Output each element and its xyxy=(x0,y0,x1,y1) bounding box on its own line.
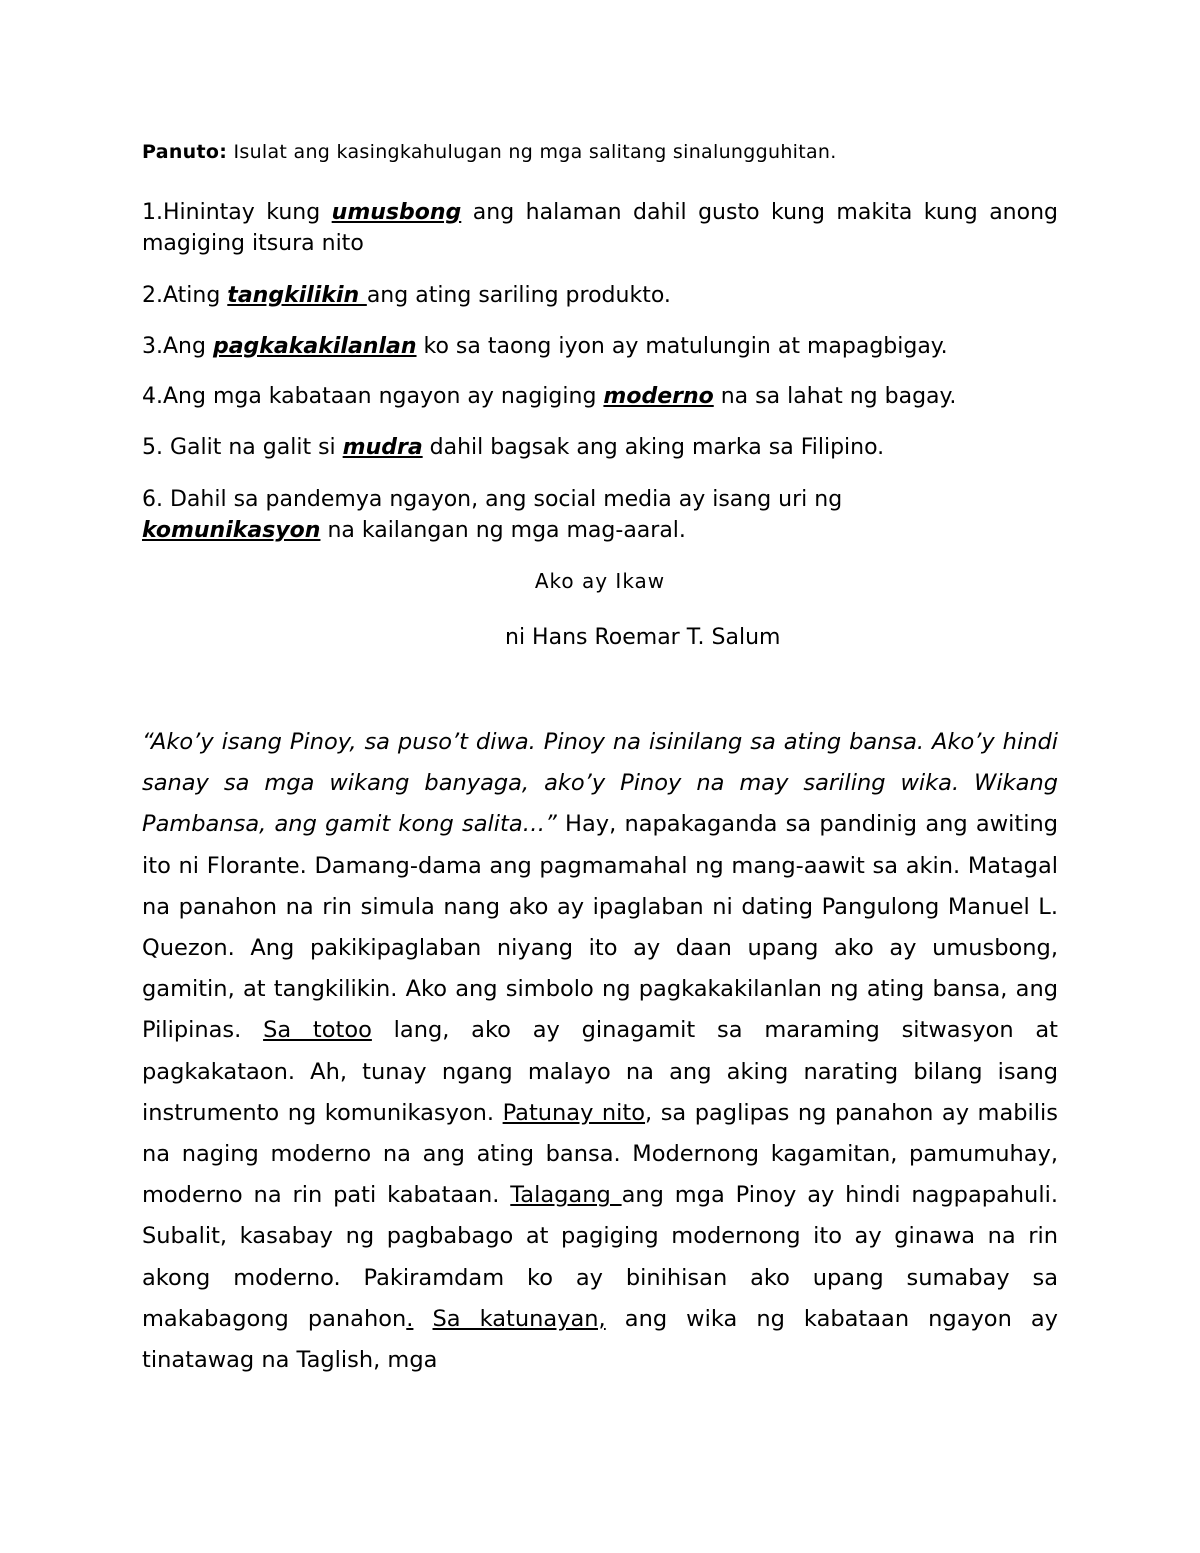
question-2 xyxy=(142,280,1058,311)
instructions-label: Panuto: xyxy=(142,141,228,163)
underlined-phrase: Sa katunayan, xyxy=(432,1305,606,1332)
underlined-phrase: . xyxy=(406,1305,414,1332)
question-text: 5. Galit na galit si xyxy=(142,435,343,460)
question-text: ang halaman dahil gusto kung makita kung anong magiging itsura nito xyxy=(142,200,1058,256)
underlined-phrase: Patunay nito xyxy=(502,1099,646,1126)
question-text: 2.Ating xyxy=(142,283,228,308)
underlined-word: pagkakakilanlan xyxy=(212,334,417,359)
question-6 xyxy=(142,484,1058,546)
essay-text: Hay, napakaganda sa pandinig ang awiting ito ni Florante. Damang-dama ang pagmamahal ng mang-aawit sa akin. Matagal na panahon na rin simula nang ako ay ipaglaban ni dating Pangulong Manuel L. Quezon. Ang pakikipaglaban niyang ito ay daan upang ako ay umusbong, gamitin, at tangkilikin. Ako ang simbolo ng pagkakakilanlan ng ating bansa, ang Pilipinas. xyxy=(142,811,1058,1044)
essay-title: Ako ay Ikaw xyxy=(534,569,666,593)
essay-text: ang mga Pinoy ay hindi nagpapahuli. Subalit, kasabay ng pagbabago at pagiging modernong ito ay ginawa na rin akong moderno. Pakiramdam ko ay binihisan ako upang sumabay sa makabagong panahon xyxy=(142,1182,1058,1332)
essay-text: , sa paglipas ng panahon ay mabilis na naging moderno na ang ating bansa. Modernong kagamitan, pamumuhay, moderno na rin pati kabataan. xyxy=(142,1099,1058,1209)
underlined-word: umusbong xyxy=(331,200,462,225)
essay-author: ni Hans Roemar T. Salum xyxy=(505,625,781,650)
question-5 xyxy=(142,432,1058,463)
question-text: na sa lahat ng bagay. xyxy=(713,384,957,409)
question-1 xyxy=(142,197,1058,259)
essay-text: ang wika ng kabataan ngayon ay tinatawag na Taglish, mga xyxy=(142,1305,1058,1374)
question-text: dahil bagsak ang aking marka sa Filipino. xyxy=(422,435,885,460)
underlined-word: mudra xyxy=(342,435,423,460)
underlined-word: tangkilikin xyxy=(227,283,367,308)
underlined-phrase: Talagang xyxy=(510,1182,622,1209)
question-text: ko sa taong iyon ay matulungin at mapagbigay. xyxy=(416,334,948,359)
song-quote: “Ako’y isang Pinoy, sa puso’t diwa. Pinoy na isinilang sa ating bansa. Ako’y hindi sanay sa mga wikang banyaga, ako’y Pinoy na may sariling wika. Wikang Pambansa, ang gamit kong salita…” xyxy=(142,729,1058,838)
question-text: 1.Hinintay kung xyxy=(142,200,332,225)
question-4 xyxy=(142,381,1058,412)
question-text: 4.Ang mga kabataan ngayon ay nagiging xyxy=(142,384,604,409)
underlined-word: komunikasyon xyxy=(142,518,321,543)
question-text: ang ating sariling produkto. xyxy=(366,283,671,308)
question-text: na kailangan ng mga mag-aaral. xyxy=(320,518,686,543)
essay-body xyxy=(142,722,1058,1381)
instructions xyxy=(142,141,837,163)
instructions-text: Isulat ang kasingkahulugan ng mga salitang sinalungguhitan. xyxy=(227,141,837,163)
question-3 xyxy=(142,331,1058,362)
essay-text: lang, ako ay ginagamit sa maraming sitwasyon at pagkakataon. Ah, tunay ngang malayo na ang aking narating bilang isang instrumento ng komunikasyon. xyxy=(142,1017,1059,1126)
underlined-word: moderno xyxy=(603,384,714,409)
question-text: 6. Dahil sa pandemya ngayon, ang social media ay isang uri ng xyxy=(142,487,843,512)
question-text: 3.Ang xyxy=(142,334,213,359)
underlined-phrase: Sa totoo xyxy=(263,1017,372,1044)
essay-text xyxy=(413,1306,432,1332)
